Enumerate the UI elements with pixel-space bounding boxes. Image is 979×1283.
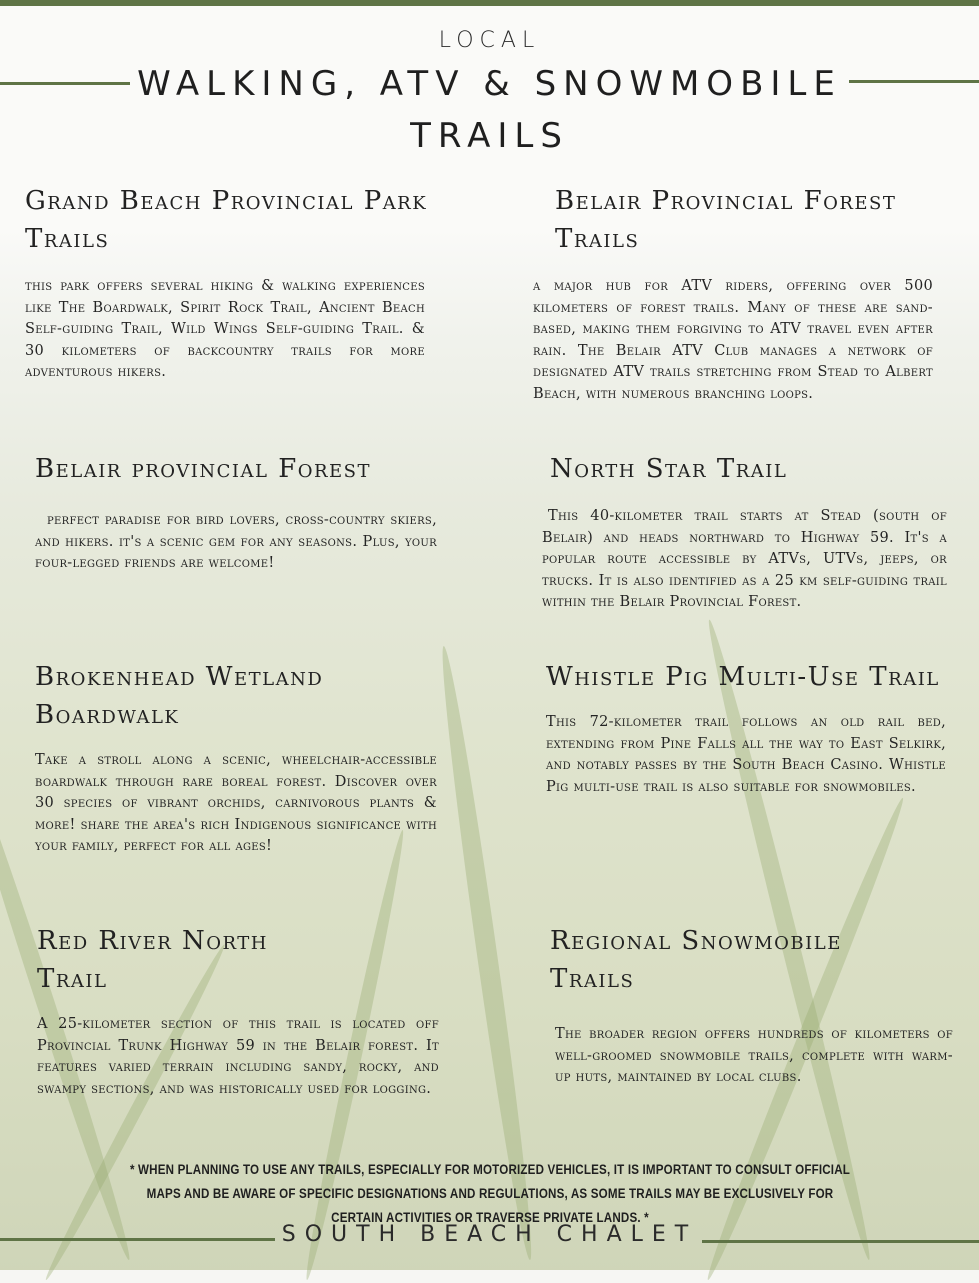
title-rule-right	[849, 80, 979, 83]
trail-description: This 72-kilometer trail follows an old rail bed, extending from Pine Falls all the way to East Selkirk, and notably passes by the South Beach Casino. Whistle Pig multi-use trail is also suitable for snowmobiles.	[546, 714, 946, 795]
page-kicker: LOCAL	[438, 28, 541, 53]
trail-description: The broader region offers hundreds of kilometers of well-groomed snowmobile trails, complete with warm-up huts, maintained by local clubs.	[555, 1026, 953, 1085]
footer-rule-right	[702, 1240, 979, 1243]
trail-title: Belair provincial Forest	[35, 454, 372, 484]
trail-title: Grand Beach Provincial Park Trails	[25, 186, 428, 254]
trail-title: North Star Trail	[550, 454, 788, 484]
trail-card	[37, 922, 457, 1100]
trail-card	[550, 922, 960, 1089]
disclaimer-note: * WHEN PLANNING TO USE ANY TRAILS, ESPECIALLY FOR MOTORIZED VEHICLES, IT IS IMPORTANT TO CONSULT OFFICIAL MAPS AND BE AWARE OF SPECIFIC DESIGNATIONS AND REGULATIONS, AS SOME TRAILS MAY BE EXCLUSIVELY FOR CERTAIN ACTIVITIES OR TRAVERSE PRIVATE LANDS. *	[129, 1162, 851, 1225]
trail-card	[25, 182, 515, 384]
trail-title: Whistle Pig Multi-Use Trail	[546, 662, 940, 692]
trail-card	[546, 658, 946, 798]
trail-card	[35, 658, 455, 858]
trail-title: Red River North Trail	[37, 926, 269, 994]
trail-description: perfect paradise for bird lovers, cross-country skiers, and hikers. it's a scenic gem for any seasons. Plus, your four-legged friends are welcome!	[35, 512, 437, 571]
trail-description: this park offers several hiking & walking experiences like The Boardwalk, Spirit Rock Trail, Ancient Beach Self-guiding Trail, Wild Wings Self-guiding Trail. & 30 kilometers of backcountry trails for more adventurous hikers.	[25, 278, 425, 380]
trail-description: A 25-kilometer section of this trail is located off Provincial Trunk Highway 59 in the Belair forest. It features varied terrain including sandy, rocky, and swampy sections, and was historically used for logging.	[37, 1016, 439, 1097]
trail-description: Take a stroll along a scenic, wheelchair-accessible boardwalk through rare boreal forest. Discover over 30 species of vibrant orchids, carnivorous plants & more! share the area's rich Indigenous significance with your family, perfect for all ages!	[35, 752, 437, 854]
trail-description: This 40-kilometer trail starts at Stead (south of Belair) and heads northward to Highway 59. It's a popular route accessible by ATVs, UTVs, jeeps, or trucks. It is also identified as a 25 km self-guiding trail within the Belair Provincial Forest.	[542, 508, 947, 610]
trail-card	[533, 182, 965, 405]
page-title: WALKING, ATV & SNOWMOBILE	[137, 64, 842, 104]
trail-card	[35, 450, 455, 575]
trail-description: a major hub for ATV riders, offering over 500 kilometers of forest trails. Many of these are sand-based, making them forgiving to ATV travel even after rain. The Belair ATV Club manages a network of designated ATV trails stretching from Stead to Albert Beach, with numerous branching loops.	[533, 278, 933, 402]
page-title-line2: TRAILS	[410, 116, 569, 156]
trail-title: Regional Snowmobile Trails	[550, 926, 842, 994]
top-accent-bar	[0, 0, 979, 6]
trail-card	[542, 450, 950, 614]
trail-title: Belair Provincial Forest Trails	[555, 186, 897, 254]
trail-title: Brokenhead Wetland Boardwalk	[35, 662, 324, 730]
footer-brand: SOUTH BEACH CHALET	[281, 1222, 698, 1247]
